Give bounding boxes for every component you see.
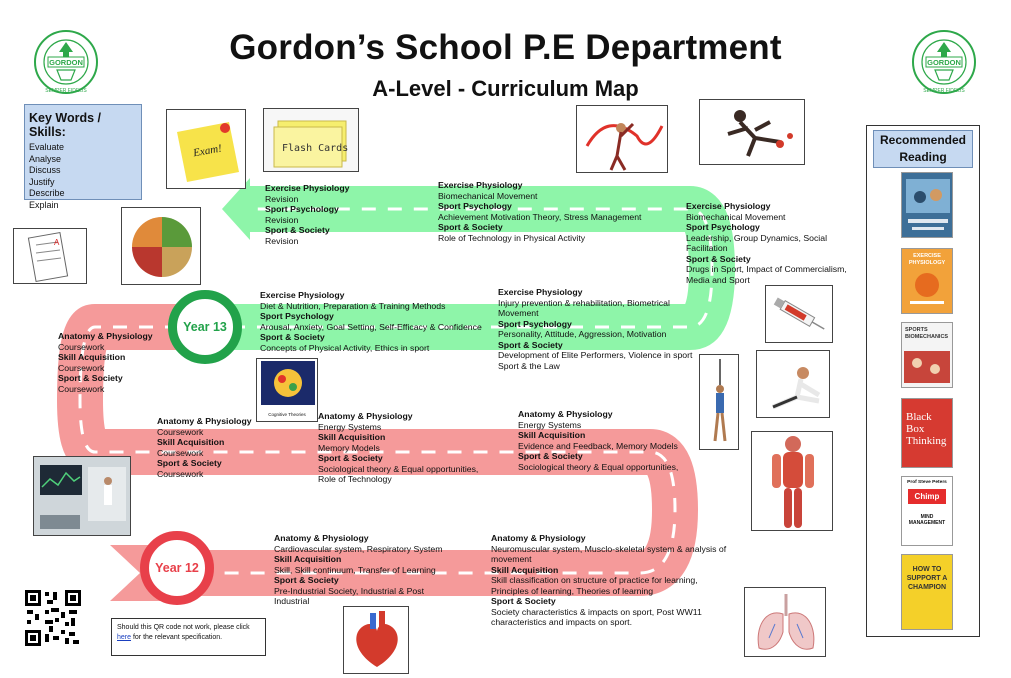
block-text: Coursework [157, 468, 204, 479]
key-word-item: Describe [29, 188, 65, 198]
curriculum-block-y13-revision [265, 183, 385, 246]
lab-testing-image [33, 456, 131, 536]
document-icon-image [13, 228, 87, 284]
book-label: EXERCISE PHYSIOLOGY [908, 253, 946, 266]
block-text: Role of Technology in Physical Activity [438, 232, 586, 243]
key-word-item: Justify [29, 176, 55, 187]
block-heading: Sport & Society [265, 225, 330, 235]
block-text: Concepts of Physical Activity, Ethics in sport [260, 342, 430, 353]
block-heading: Sport & Society [157, 458, 222, 468]
curriculum-block-y12-energy [318, 411, 498, 485]
curriculum-block-y13-nutrition [260, 290, 496, 353]
book-label: HOW TO SUPPORT A CHAMPION [906, 566, 948, 591]
block-heading: Sport & Society [318, 453, 383, 463]
year-12-label: Year 12 [155, 561, 199, 575]
key-words-title: Key Words / Skills: [29, 111, 102, 139]
muscle-anatomy-image [751, 431, 833, 531]
curriculum-block-y13-injury [498, 287, 698, 371]
block-text: Revision [265, 214, 299, 225]
block-heading: Exercise Physiology [260, 290, 345, 300]
school-crest-left-icon [33, 26, 99, 98]
block-heading: Sport Psychology [498, 318, 572, 329]
block-heading: Skill Acquisition [518, 430, 586, 440]
block-text: Pre-Industrial Society, Industrial & Post Industrial [274, 585, 425, 606]
key-words-box [24, 104, 142, 210]
flash-cards-label: Flash Cards [282, 143, 349, 154]
block-text: Development of Elite Performers, Violence in sport [498, 350, 693, 360]
block-text: Coursework [58, 362, 105, 373]
qr-code-icon[interactable] [25, 590, 81, 646]
block-heading: Anatomy & Physiology [157, 416, 252, 426]
svg-text:GORDON: GORDON [927, 58, 961, 67]
recommended-reading-title: Recommended Reading [873, 130, 973, 168]
exam-label: Exam! [192, 142, 223, 160]
page-title: Gordon’s School P.E Department [229, 28, 782, 67]
curriculum-block-y12-neuromuscular [491, 533, 727, 628]
block-text: Leadership, Group Dynamics, Social Facilitation [686, 232, 827, 253]
block-heading: Sport Psychology [686, 222, 760, 232]
school-crest-right-icon [911, 26, 977, 98]
block-heading: Anatomy & Physiology [274, 533, 369, 543]
key-word-item: Explain [29, 199, 59, 210]
block-text: Evidence and Feedback, Memory Models [518, 440, 678, 451]
year-13-marker [168, 290, 242, 364]
block-text: Society characteristics & impacts on sport, Post WW11 characteristics and impacts on sport. [491, 606, 702, 627]
flash-cards-image [263, 108, 359, 172]
syringe-image [765, 285, 833, 343]
book-label: Chimp [908, 489, 946, 504]
book-label: SPORTS BIOMECHANICS [905, 327, 949, 340]
curriculum-block-coursework-left [58, 331, 162, 394]
heart-image [343, 606, 409, 674]
curriculum-block-y13-leadership [686, 201, 862, 285]
year-13-label: Year 13 [183, 320, 227, 334]
key-word-item: Discuss [29, 165, 61, 175]
lungs-image [744, 587, 826, 657]
sport-book-cover-icon [901, 172, 953, 238]
curriculum-block-y13-biomech [438, 180, 668, 243]
stretching-image [756, 350, 830, 418]
support-champion-book-icon [901, 554, 953, 630]
year-12-marker [140, 531, 214, 605]
block-text: Sociological theory & Equal opportunities, Role of Technology [318, 463, 479, 484]
recommended-reading-box [866, 125, 980, 637]
block-heading: Anatomy & Physiology [58, 331, 153, 341]
block-text: Revision [265, 193, 299, 204]
block-heading: Skill Acquisition [491, 564, 559, 575]
block-text: Arousal, Anxiety, Goal Setting, Self-Efficacy & Confidence [260, 321, 482, 332]
block-heading: Exercise Physiology [498, 287, 583, 297]
block-text: Neuromuscular system, Musclo-skeletal system & analysis of movement [491, 543, 727, 564]
qr-fallback-note [111, 618, 266, 656]
chimp-paradox-book-icon [901, 476, 953, 546]
block-heading: Skill Acquisition [318, 432, 386, 442]
block-heading: Anatomy & Physiology [518, 409, 613, 419]
block-text: Revision [265, 235, 299, 246]
key-word-item: Evaluate [29, 142, 65, 152]
key-word-item: Analyse [29, 153, 62, 164]
block-heading: Sport & Society [438, 222, 503, 232]
curriculum-block-coursework-mid [157, 416, 261, 479]
book-label: MIND MANAGEMENT [908, 514, 946, 526]
block-text: Coursework [157, 447, 204, 458]
exam-note-image [166, 109, 246, 189]
block-heading: Sport & Society [274, 575, 339, 585]
block-heading: Sport & Society [686, 253, 751, 264]
block-heading: Skill Acquisition [274, 554, 342, 564]
block-text: Coursework [157, 426, 204, 437]
nutrition-plate-image [121, 207, 201, 285]
block-text: Skill classification on structure of practice for learning, Principles of learning, Theories of learning [491, 575, 698, 596]
brain-caption: Cognitive Theories [268, 412, 306, 417]
block-heading: Anatomy & Physiology [318, 411, 413, 421]
svg-text:SEMPER FIDELIS: SEMPER FIDELIS [923, 88, 965, 94]
block-heading: Anatomy & Physiology [491, 533, 586, 543]
specification-link[interactable]: here [117, 633, 132, 641]
block-heading: Sport & Society [58, 373, 123, 383]
block-text: Drugs in Sport, Impact of Commercialism, Media and Sport [686, 264, 847, 285]
jumper-image [699, 354, 739, 450]
qr-note-text-end: for the relevant specification. [131, 633, 223, 641]
cognitive-theories-image [256, 358, 318, 422]
block-heading: Sport & Society [518, 451, 583, 461]
block-text: Personality, Attitude, Aggression, Motivation [498, 329, 667, 339]
block-heading: Sport & Society [260, 332, 325, 342]
block-text: Energy Systems [318, 421, 382, 432]
block-text: Achievement Motivation Theory, Stress Management [438, 211, 642, 222]
block-text: Injury prevention & rehabilitation, Biometrical Movement [498, 297, 670, 318]
block-heading: Exercise Physiology [438, 180, 523, 190]
sports-biomechanics-book-icon [901, 322, 953, 388]
block-heading: Sport Psychology [438, 201, 512, 211]
block-text: Memory Models [318, 442, 380, 453]
block-text: Cardiovascular system, Respiratory System [274, 543, 443, 554]
block-text: Coursework [58, 341, 105, 352]
qr-note-text: Should this QR code not work, please click [117, 624, 250, 631]
block-heading: Sport & Society [498, 339, 563, 350]
page-subtitle: A-Level - Curriculum Map [372, 76, 639, 101]
block-heading: Exercise Physiology [265, 183, 350, 193]
exercise-physiology-book-icon [901, 248, 953, 314]
block-text: Skill, Skill continuum, Transfer of Learning [274, 564, 436, 575]
svg-text:GORDON: GORDON [49, 58, 83, 67]
block-text: Coursework [58, 383, 105, 394]
curriculum-block-y12-feedback [518, 409, 698, 472]
block-text: Energy Systems [518, 419, 582, 430]
block-text: Biomechanical Movement [686, 211, 786, 222]
sprinter-image [699, 99, 805, 165]
block-heading: Skill Acquisition [157, 437, 225, 447]
block-heading: Skill Acquisition [58, 352, 126, 362]
curriculum-block-y12-cardio [274, 533, 460, 607]
book-label: Prof Steve Peters [907, 480, 947, 485]
black-box-thinking-book-icon [901, 398, 953, 468]
block-heading: Sport Psychology [260, 311, 334, 321]
block-text: Sociological theory & Equal opportunities, [518, 461, 679, 472]
book-label: Black Box Thinking [906, 411, 947, 447]
block-heading: Sport & Society [491, 596, 556, 606]
block-text: Sport & the Law [498, 360, 560, 371]
svg-text:SEMPER FIDELIS: SEMPER FIDELIS [45, 88, 87, 94]
block-text: Diet & Nutrition, Preparation & Training Methods [260, 300, 446, 311]
svg-text:A: A [54, 238, 60, 247]
block-text: Biomechanical Movement [438, 190, 538, 201]
block-heading: Exercise Physiology [686, 201, 771, 211]
gymnast-image [576, 105, 668, 173]
block-heading: Sport Psychology [265, 204, 339, 214]
